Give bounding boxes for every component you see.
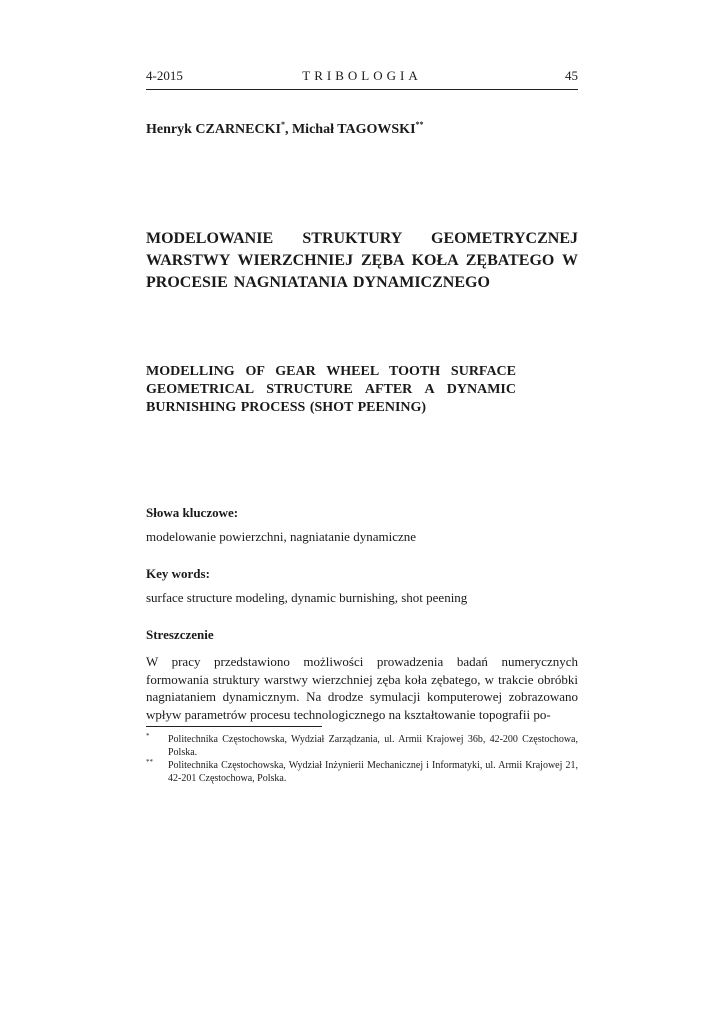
abstract-heading: Streszczenie — [146, 627, 214, 642]
footnote — [146, 733, 578, 759]
footnote-rule — [146, 726, 322, 727]
footnote-mark: * — [146, 732, 150, 740]
author-name: Michał TAGOWSKI — [291, 122, 416, 137]
running-head — [146, 68, 578, 88]
footnotes — [146, 733, 578, 785]
page — [146, 0, 578, 1024]
page-number: 45 — [565, 68, 578, 83]
keywords-english-heading: Key words: — [146, 566, 210, 581]
author-name: Henryk CZARNECKI — [146, 122, 281, 137]
author-line — [146, 120, 424, 138]
header-rule — [146, 89, 578, 90]
journal-name: TRIBOLOGIA — [302, 68, 422, 83]
abstract-text: W pracy przedstawiono możliwości prowadzenia badań numerycznych formowania struktury warstwy wierzchniej zęba koła zębatego, w trakcie obróbki nagniataniem dynamicznym. Na drodze symulacji komputerowej zobrazowano wpływ parametrów procesu technologicznego na kształtowanie topografii po- — [146, 654, 578, 722]
article-title-english: MODELLING OF GEAR WHEEL TOOTH SURFACE GEOMETRICAL STRUCTURE AFTER A DYNAMIC BURNISHING PROCESS (SHOT PEENING) — [146, 364, 516, 415]
keywords-polish-text: modelowanie powierzchni, nagniatanie dynamiczne — [146, 529, 417, 544]
footnote-text: Politechnika Częstochowska, Wydział Inżynierii Mechanicznej i Informatyki, ul. Armii Krajowej 21, 42-201 Częstochowa, Polska. — [168, 760, 578, 784]
article-title-polish: MODELOWANIE STRUKTURY GEOMETRYCZNEJ WARSTWY WIERZCHNIEJ ZĘBA KOŁA ZĘBATEGO W PROCESIE NAGNIATANIA DYNAMICZNEGO — [146, 230, 578, 291]
issue-number: 4-2015 — [146, 68, 183, 83]
author-affiliation-mark: ** — [415, 120, 424, 129]
author-separator: , — [284, 122, 292, 137]
footnote — [146, 759, 578, 785]
footnote-text: Politechnika Częstochowska, Wydział Zarządzania, ul. Armii Krajowej 36b, 42-200 Częstochowa, Polska. — [168, 734, 578, 758]
footnote-mark: ** — [146, 758, 153, 766]
keywords-polish-heading: Słowa kluczowe: — [146, 505, 239, 520]
keywords-english-text: surface structure modeling, dynamic burnishing, shot peening — [146, 590, 468, 605]
author-affiliation-mark: * — [280, 120, 285, 129]
